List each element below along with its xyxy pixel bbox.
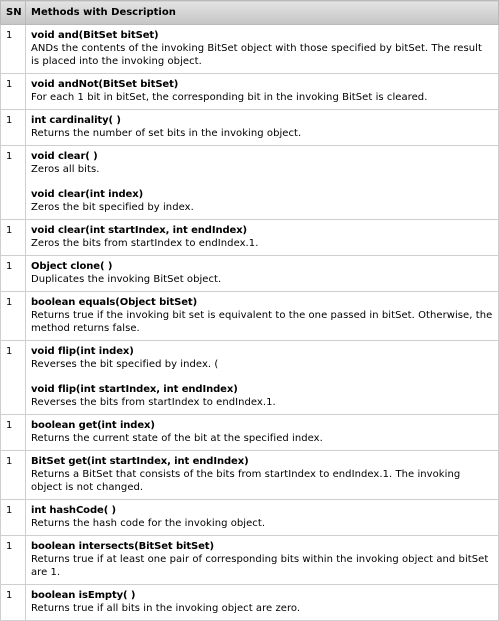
method-signature: void and(BitSet bitSet) — [31, 30, 159, 41]
table-row — [1, 220, 499, 256]
method-description-cell — [26, 415, 499, 451]
serial-number-cell: 1 — [1, 292, 26, 341]
method-description: Zeros all bits. — [31, 164, 100, 175]
method-description: Duplicates the invoking BitSet object. — [31, 274, 222, 285]
table-row — [1, 585, 499, 621]
method-description: Returns true if the invoking bit set is equivalent to the one passed in bitSet. Otherwise, the method returns false. — [31, 310, 493, 334]
method-signature: void andNot(BitSet bitSet) — [31, 79, 179, 90]
method-entry — [31, 29, 493, 68]
method-signature: int cardinality( ) — [31, 115, 121, 126]
method-description: Zeros the bits from startIndex to endIndex.1. — [31, 238, 259, 249]
method-signature: Object clone( ) — [31, 261, 113, 272]
method-signature: boolean intersects(BitSet bitSet) — [31, 541, 214, 552]
method-signature: void clear(int startIndex, int endIndex) — [31, 225, 248, 236]
method-description: Reverses the bits from startIndex to endIndex.1. — [31, 397, 276, 408]
serial-number-cell: 1 — [1, 536, 26, 585]
method-signature: void flip(int index) — [31, 346, 134, 357]
method-description: Returns the hash code for the invoking object. — [31, 518, 266, 529]
method-entry — [31, 504, 493, 530]
method-entry — [31, 188, 493, 214]
method-entry — [31, 150, 493, 176]
serial-number-cell: 1 — [1, 146, 26, 220]
serial-number-cell: 1 — [1, 415, 26, 451]
header-row — [1, 1, 499, 25]
table-header — [1, 1, 499, 25]
method-signature: boolean get(int index) — [31, 420, 155, 431]
method-entry — [31, 455, 493, 494]
sn-column-header: SN — [1, 1, 26, 25]
method-description-cell — [26, 292, 499, 341]
table-row — [1, 451, 499, 500]
method-description-cell — [26, 536, 499, 585]
table-body — [1, 25, 499, 621]
table-row — [1, 256, 499, 292]
method-signature: int hashCode( ) — [31, 505, 117, 516]
method-entry — [31, 78, 493, 104]
method-entry — [31, 383, 493, 409]
methods-column-header: Methods with Description — [26, 1, 499, 25]
method-description: Returns true if all bits in the invoking object are zero. — [31, 603, 301, 614]
method-entry — [31, 540, 493, 579]
table-row — [1, 146, 499, 220]
table-row — [1, 25, 499, 74]
method-description-cell — [26, 220, 499, 256]
table-row — [1, 341, 499, 415]
method-description: For each 1 bit in bitSet, the corresponding bit in the invoking BitSet is cleared. — [31, 92, 428, 103]
table-row — [1, 110, 499, 146]
method-description: Returns true if at least one pair of corresponding bits within the invoking object and bitSet are 1. — [31, 554, 489, 578]
method-description: Returns the current state of the bit at the specified index. — [31, 433, 323, 444]
method-description-cell — [26, 500, 499, 536]
table-row — [1, 292, 499, 341]
serial-number-cell: 1 — [1, 500, 26, 536]
method-description-cell — [26, 585, 499, 621]
serial-number-cell: 1 — [1, 451, 26, 500]
method-signature: void flip(int startIndex, int endIndex) — [31, 384, 238, 395]
method-entry — [31, 224, 493, 250]
method-entry — [31, 260, 493, 286]
method-entry — [31, 114, 493, 140]
method-signature: void clear(int index) — [31, 189, 144, 200]
method-entry — [31, 419, 493, 445]
method-description-cell — [26, 25, 499, 74]
serial-number-cell: 1 — [1, 110, 26, 146]
method-entry — [31, 589, 493, 615]
serial-number-cell: 1 — [1, 341, 26, 415]
method-description-cell — [26, 341, 499, 415]
method-entry — [31, 296, 493, 335]
method-description: ANDs the contents of the invoking BitSet object with those specified by bitSet. The result is placed into the invoking object. — [31, 43, 482, 67]
method-signature: boolean isEmpty( ) — [31, 590, 136, 601]
table-row — [1, 415, 499, 451]
method-description-cell — [26, 146, 499, 220]
method-description-cell — [26, 74, 499, 110]
table-row — [1, 536, 499, 585]
method-description: Reverses the bit specified by index. ( — [31, 359, 219, 370]
method-entry — [31, 345, 493, 371]
serial-number-cell: 1 — [1, 25, 26, 74]
serial-number-cell: 1 — [1, 220, 26, 256]
method-description: Returns the number of set bits in the invoking object. — [31, 128, 302, 139]
method-description: Zeros the bit specified by index. — [31, 202, 194, 213]
method-description: Returns a BitSet that consists of the bits from startIndex to endIndex.1. The invoking object is not changed. — [31, 469, 461, 493]
serial-number-cell: 1 — [1, 256, 26, 292]
method-signature: boolean equals(Object bitSet) — [31, 297, 198, 308]
method-description-cell — [26, 256, 499, 292]
method-description-cell — [26, 451, 499, 500]
method-signature: BitSet get(int startIndex, int endIndex) — [31, 456, 249, 467]
serial-number-cell: 1 — [1, 74, 26, 110]
table-row — [1, 74, 499, 110]
serial-number-cell: 1 — [1, 585, 26, 621]
method-description-cell — [26, 110, 499, 146]
method-signature: void clear( ) — [31, 151, 98, 162]
table-row — [1, 500, 499, 536]
